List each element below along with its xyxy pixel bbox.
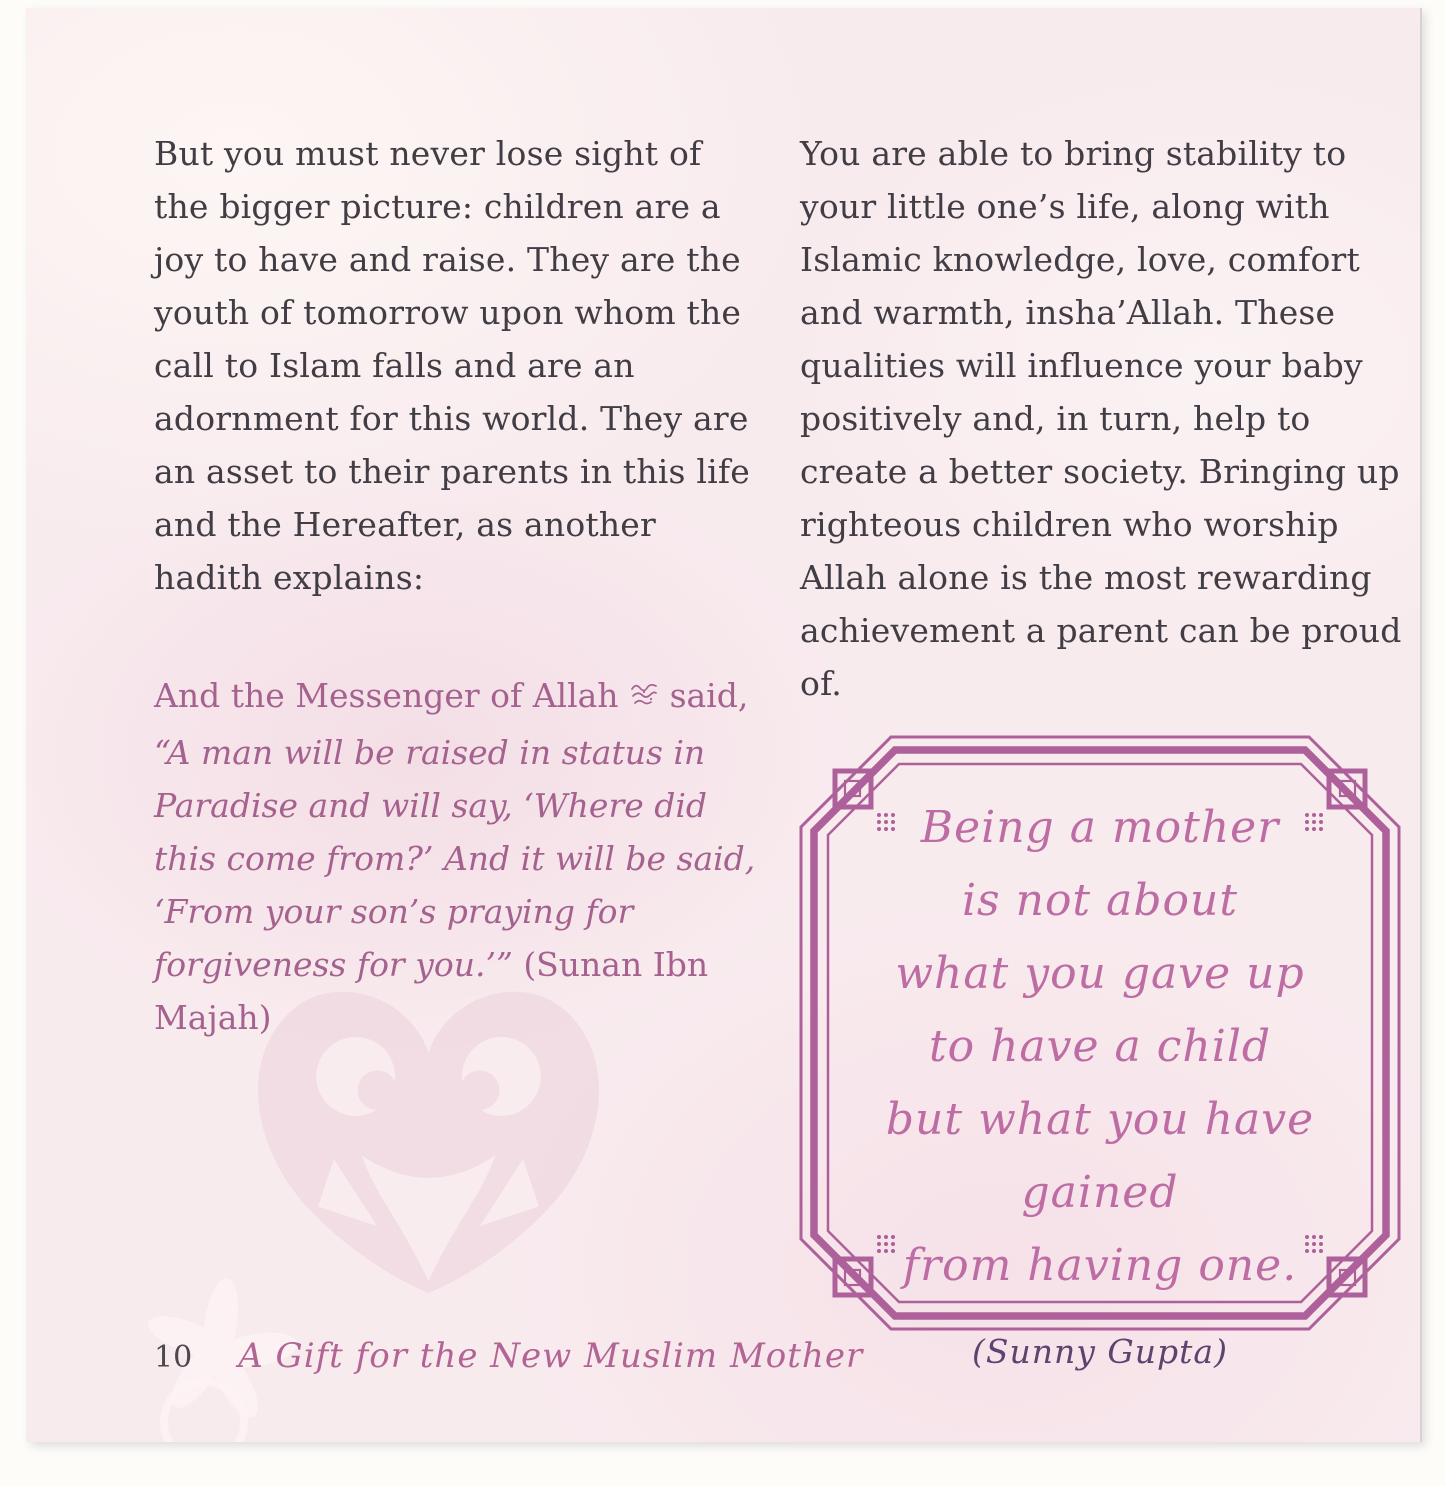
quote-line: is not about [961, 875, 1239, 926]
quote-line: Being a mother [920, 802, 1280, 853]
page-number: 10 [154, 1340, 193, 1375]
quote-attribution: (Sunny Gupta) [972, 1332, 1228, 1371]
page-footer [154, 1336, 863, 1376]
hadith-intro: And the Messenger of Allah [154, 676, 619, 715]
quote-line: what you gave up [895, 948, 1305, 999]
hadith-block [154, 669, 772, 1044]
hadith-said: said, [669, 676, 749, 715]
hadith-source: (Sunan Ibn Majah) [154, 945, 709, 1037]
right-column-paragraph: You are able to bring stability to your little one’s life, along with Islamic knowledge, love, comfort and warmth, insha’Allah. These qualities will influence your baby positively and, in turn, help to create a better society. Bringing up righteous children who worship Allah alone is the most rewarding achievement a parent can be proud of. [800, 134, 1402, 703]
pbuh-calligraphy-icon [629, 673, 659, 726]
book-title: A Gift for the New Muslim Mother [238, 1336, 864, 1376]
quote-line: to have a child [928, 1021, 1272, 1072]
quote-text [837, 791, 1363, 1374]
quote-box [797, 733, 1403, 1371]
quote-line: but what you have gained [885, 1094, 1315, 1218]
hadith-quote: “A man will be raised in status in Paradise and will say, ‘Where did this come from?’ And it will be said, ‘From your son’s praying for forgiveness for you.’” [154, 733, 756, 984]
quote-line: from having one. [902, 1240, 1298, 1291]
left-column-paragraph: But you must never lose sight of the bigger picture: children are a joy to have and raise. They are the youth of tomorrow upon whom the call to Islam falls and are an adornment for this world. They are an asset to their parents in this life and the Hereafter, as another hadith explains: [154, 134, 751, 597]
book-page [26, 8, 1420, 1442]
